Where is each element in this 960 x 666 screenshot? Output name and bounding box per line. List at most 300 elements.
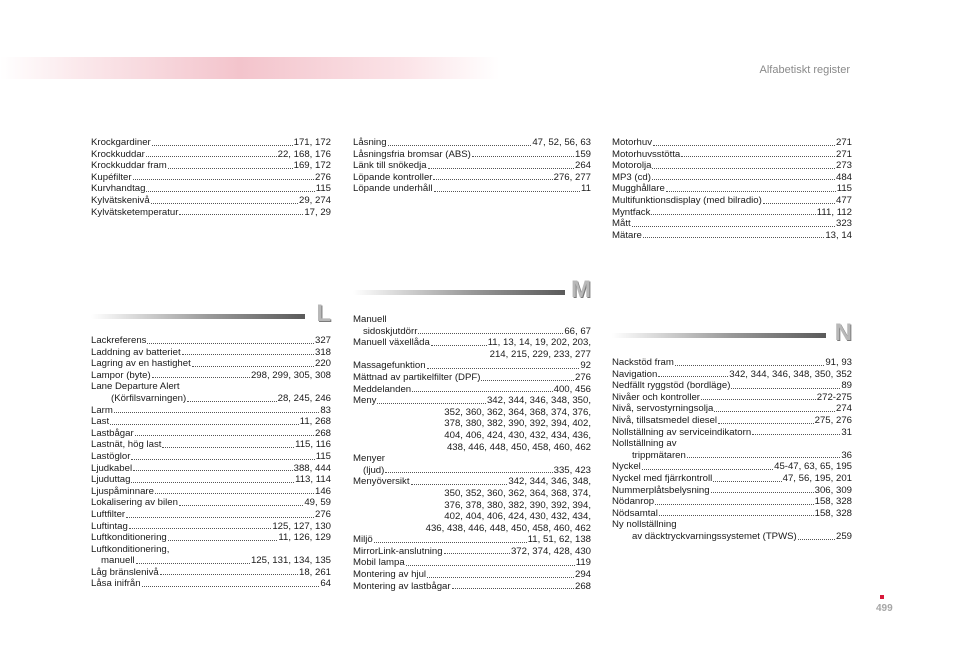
index-pages: 158, 328 [814, 496, 852, 508]
index-pages: 111, 112 [816, 206, 852, 218]
dot-leader [411, 484, 508, 485]
index-entry [612, 172, 852, 184]
index-pages: 171, 172 [293, 137, 331, 148]
index-pages: 115 [315, 450, 331, 462]
dot-leader [687, 457, 840, 458]
index-term: Larm [91, 404, 113, 416]
dot-leader [666, 191, 836, 192]
index-term: Kylvätskenivå [91, 194, 150, 206]
index-entry [91, 335, 331, 347]
index-term: Motorolja [612, 160, 652, 172]
index-pages: 484 [835, 171, 852, 183]
index-term: Meddelanden [353, 383, 412, 395]
index-pages: 342, 344, 346, 348, 350, 352 [729, 368, 852, 380]
index-term: Mobil lampa [353, 557, 405, 569]
section-letter-l: L [316, 300, 331, 327]
index-term: Ljuspåminnare [91, 485, 154, 497]
index-term: Luftfilter [91, 508, 126, 520]
dot-leader [433, 179, 552, 180]
index-term: Nödanrop [612, 496, 655, 508]
dot-leader [385, 472, 552, 473]
index-pages: 388, 444 [293, 462, 331, 474]
index-entry [353, 465, 591, 477]
dot-leader [481, 380, 574, 381]
index-entry [91, 172, 331, 184]
index-pages: 47, 56, 195, 201 [782, 472, 852, 484]
dot-leader [131, 482, 294, 483]
index-pages: 11, 51, 62, 138 [527, 534, 591, 546]
dot-leader [187, 401, 276, 402]
index-term: Lastöglor [91, 450, 131, 462]
m-entries-list [353, 314, 591, 592]
index-pages: 271 [835, 148, 852, 160]
index-entry [91, 439, 331, 451]
index-entry [91, 416, 331, 428]
index-term: Mätare [612, 229, 642, 241]
index-entry [353, 326, 591, 338]
dot-leader [652, 179, 835, 180]
index-pages: 66, 67 [564, 325, 591, 337]
index-entry [612, 508, 852, 520]
index-term: Laddning av batteriet [91, 346, 181, 358]
index-entry [353, 372, 591, 384]
index-pages: 28, 245, 246 [277, 392, 331, 404]
index-pages: 36 [841, 449, 852, 461]
index-entry [612, 427, 852, 439]
dot-leader [418, 333, 563, 334]
index-term: Luftkonditionering [91, 532, 167, 544]
index-entry [91, 393, 331, 405]
index-pages: 125, 127, 130 [272, 520, 331, 532]
index-term: Ljudkabel [91, 462, 133, 474]
index-entry [353, 581, 591, 593]
page-number: 499 [876, 603, 893, 614]
index-pages: 342, 344, 346, 348, [508, 476, 591, 488]
l-entries-list [91, 335, 331, 590]
index-term: Ljuduttag [91, 474, 131, 486]
dot-leader [192, 366, 314, 367]
index-pages: 11, 126, 129 [278, 532, 331, 544]
index-term: Nivå, tillsatsmedel diesel [612, 414, 718, 426]
section-divider-bar [353, 290, 565, 295]
dot-leader [714, 411, 835, 412]
index-pages: 264 [574, 160, 591, 172]
index-entry [612, 392, 852, 404]
index-entry [353, 476, 591, 488]
index-pages: 259 [835, 530, 852, 542]
index-entry [91, 509, 331, 521]
n-entries-list [612, 357, 852, 543]
dot-leader [643, 237, 824, 238]
index-pages: 17, 29 [304, 206, 331, 218]
index-term: Lagring av en hastighet [91, 358, 191, 370]
index-heading-term: Luftkonditionering, [91, 543, 170, 555]
index-entry [612, 160, 852, 172]
dot-leader [718, 423, 814, 424]
index-entry [91, 428, 331, 440]
page-marker [880, 595, 884, 599]
section-divider-n [612, 319, 852, 346]
dot-leader [179, 505, 303, 506]
index-pages: 294 [574, 569, 591, 581]
index-term: Montering av lastbågar [353, 580, 451, 592]
index-heading-term: Menyer [353, 453, 385, 465]
index-entry [612, 207, 852, 219]
index-entry [91, 160, 331, 172]
index-pages: 271 [835, 137, 852, 148]
dot-leader [133, 179, 314, 180]
index-entry [612, 380, 852, 392]
index-entry [612, 195, 852, 207]
dot-leader [182, 354, 314, 355]
dot-leader [406, 565, 575, 566]
index-term: manuell [101, 555, 135, 567]
index-pages: 477 [835, 194, 852, 206]
index-pages: 146 [314, 485, 331, 497]
index-entry [612, 137, 852, 149]
index-pages: 327 [314, 335, 331, 346]
dot-leader [651, 214, 815, 215]
index-heading-term: Nollställning av [612, 438, 677, 450]
dot-leader [798, 539, 835, 540]
index-term: Multifunktionsdisplay (med bilradio) [612, 194, 762, 206]
index-page-continuation: 402, 404, 406, 424, 430, 432, 434, [444, 511, 591, 523]
index-page-continuation: 350, 352, 360, 362, 364, 368, 374, [444, 487, 591, 499]
index-pages: 11, 13, 14, 19, 202, 203, [487, 337, 591, 349]
dot-leader [431, 345, 487, 346]
index-term: Löpande underhåll [353, 183, 433, 195]
dot-leader [642, 469, 773, 470]
index-term: Låsning [353, 137, 387, 148]
index-term: Mugghållare [612, 183, 665, 195]
index-term: Krockkuddar fram [91, 160, 167, 172]
index-entry [612, 485, 852, 497]
index-pages: 342, 344, 346, 348, 350, [486, 395, 591, 407]
dot-leader [146, 191, 314, 192]
index-pages: 306, 309 [814, 484, 852, 496]
index-entry [612, 461, 852, 473]
dot-leader [434, 191, 581, 192]
index-pages: 18, 261 [298, 566, 331, 578]
index-term: Löpande kontroller [353, 171, 433, 183]
index-entry [91, 555, 331, 567]
index-term: Miljö [353, 534, 373, 546]
index-pages: 83 [320, 404, 331, 416]
index-entry [91, 370, 331, 382]
index-entry [91, 347, 331, 359]
index-term: Nummerplåtsbelysning [612, 484, 710, 496]
index-entry [612, 496, 852, 508]
index-pages: 275, 276 [814, 414, 852, 426]
index-entry [91, 183, 331, 195]
index-entry [91, 486, 331, 498]
dot-leader [675, 365, 824, 366]
index-pages: 64 [320, 578, 331, 590]
dot-leader [713, 481, 781, 482]
dot-leader [160, 574, 298, 575]
index-term: Kupéfilter [91, 171, 132, 183]
m2-entries-list [612, 137, 852, 241]
dot-leader [114, 412, 319, 413]
index-term: Nollställning av serviceindikatorn [612, 426, 752, 438]
index-entry [353, 395, 591, 407]
index-entry [353, 160, 591, 172]
index-term: Kylvätsketemperatur [91, 206, 179, 218]
index-pages: 11, 268 [299, 416, 331, 428]
index-term: Nyckel med fjärrkontroll [612, 472, 713, 484]
index-pages: 31 [841, 426, 852, 438]
index-term: Motorhuvsstötta [612, 148, 681, 160]
index-term: av däcktryckvarningssystemet (TPWS) [632, 530, 797, 542]
index-entry [612, 183, 852, 195]
dot-leader [472, 156, 574, 157]
dot-leader [146, 156, 277, 157]
index-page-continuation: 214, 215, 229, 233, 277 [489, 348, 591, 360]
dot-leader [151, 203, 298, 204]
index-pages: 276 [314, 171, 331, 183]
index-term: Mått [612, 218, 631, 230]
dot-leader [142, 586, 320, 587]
index-pages: 318 [314, 346, 331, 358]
index-pages: 22, 168, 176 [277, 148, 331, 160]
index-pages: 323 [835, 218, 852, 230]
index-pages: 115, 116 [295, 439, 331, 451]
index-term: Låsningsfria bromsar (ABS) [353, 148, 471, 160]
index-pages: 47, 52, 56, 63 [532, 137, 591, 148]
index-entry [612, 403, 852, 415]
dot-leader [444, 553, 510, 554]
index-term: Nivå, servostyrningsolja [612, 403, 714, 415]
index-pages: 49, 59 [304, 497, 331, 509]
index-entry [353, 384, 591, 396]
index-heading-term: Ny nollställning [612, 519, 677, 531]
index-page-continuation: 436, 438, 446, 448, 450, 458, 460, 462 [425, 522, 591, 534]
index-term: Krockgardiner [91, 137, 151, 148]
index-term: Meny [353, 395, 377, 407]
index-entry [353, 337, 591, 349]
section-divider-bar [91, 314, 305, 319]
index-entry [91, 149, 331, 161]
index-term: Last [91, 416, 110, 428]
index-entry [353, 534, 591, 546]
index-term: Montering av hjul [353, 569, 427, 581]
index-pages: 298, 299, 305, 308 [250, 369, 331, 381]
index-entry [91, 405, 331, 417]
index-entry [353, 172, 591, 184]
index-entry [91, 497, 331, 509]
index-term: Nedfällt ryggstöd (bordläge) [612, 380, 731, 392]
index-pages: 274 [835, 403, 852, 415]
index-term: (ljud) [363, 464, 385, 476]
index-entry [91, 532, 331, 544]
dot-leader [711, 492, 814, 493]
dot-leader [168, 168, 293, 169]
section-divider-m [353, 276, 591, 303]
index-pages: 29, 274 [298, 194, 331, 206]
index-pages: 276 [314, 508, 331, 520]
index-term: MP3 (cd) [612, 171, 651, 183]
dot-leader [374, 542, 527, 543]
index-term: Motorhuv [612, 137, 652, 148]
section-letter-m: M [571, 276, 591, 303]
index-entry [91, 137, 331, 149]
section-letter-n: N [834, 319, 852, 346]
dot-leader [731, 388, 840, 389]
dot-leader [763, 203, 835, 204]
index-pages: 119 [575, 557, 591, 569]
index-pages: 276 [574, 371, 591, 383]
dot-leader [655, 504, 814, 505]
header-title: Alfabetiskt register [759, 64, 850, 76]
index-pages: 11 [581, 183, 591, 195]
index-pages: 91, 93 [825, 357, 852, 368]
dot-leader [179, 214, 303, 215]
index-entry [612, 415, 852, 427]
index-entry [612, 369, 852, 381]
index-entry [91, 207, 331, 219]
dot-leader [162, 447, 294, 448]
index-term: Mättnad av partikelfilter (DPF) [353, 371, 481, 383]
index-pages: 158, 328 [814, 507, 852, 519]
dot-leader [135, 435, 314, 436]
index-pages: 89 [841, 380, 852, 392]
index-entry [353, 546, 591, 558]
index-term: Kurvhandtag [91, 183, 146, 195]
dot-leader [428, 168, 574, 169]
dot-leader [147, 343, 314, 344]
dot-leader [412, 391, 552, 392]
dot-leader [133, 470, 293, 471]
index-page-continuation: 376, 378, 380, 382, 390, 392, 394, [444, 499, 591, 511]
index-term: Manuell växellåda [353, 337, 430, 349]
index-term: MirrorLink-anslutning [353, 545, 443, 557]
index-pages: 400, 456 [553, 383, 591, 395]
index-entry [91, 451, 331, 463]
index-term: trippmätaren [632, 449, 686, 461]
index-page-continuation: 352, 360, 362, 364, 368, 374, 376, [444, 406, 591, 418]
index-term: (Körfilsvarningen) [111, 392, 187, 404]
index-entry [91, 463, 331, 475]
index-term: Nödsamtal [612, 507, 658, 519]
index-pages: 113, 114 [295, 474, 331, 486]
index-entry [612, 149, 852, 161]
index-pages: 272-275 [816, 391, 852, 403]
index-heading-term: Lane Departure Alert [91, 381, 180, 393]
dot-leader [652, 168, 835, 169]
dot-leader [129, 528, 272, 529]
dot-leader [131, 459, 314, 460]
index-pages: 220 [314, 358, 331, 370]
dot-leader [155, 493, 314, 494]
index-term: Låsa inifrån [91, 578, 141, 590]
dot-leader [632, 226, 835, 227]
dot-leader [126, 517, 314, 518]
section-divider-bar [612, 333, 826, 338]
index-pages: 335, 423 [553, 464, 591, 476]
index-term: Nivåer och kontroller [612, 391, 700, 403]
index-term: Låg bränslenivå [91, 566, 159, 578]
index-term: Navigation [612, 368, 658, 380]
index-term: Länk till snökedja [353, 160, 427, 172]
index-term: Nackstöd fram [612, 357, 674, 368]
index-entry [353, 569, 591, 581]
index-entry [353, 557, 591, 569]
dot-leader [701, 399, 816, 400]
index-entry [612, 450, 852, 462]
index-term: Lastnät, hög last [91, 439, 162, 451]
dot-leader [659, 515, 814, 516]
index-entry [612, 473, 852, 485]
index-page-continuation: 438, 446, 448, 450, 458, 460, 462 [446, 441, 591, 453]
index-term: Lokalisering av bilen [91, 497, 178, 509]
dot-leader [681, 156, 835, 157]
index-pages: 273 [835, 160, 852, 172]
index-entry [91, 358, 331, 370]
index-entry [91, 195, 331, 207]
index-entry [353, 149, 591, 161]
l2-entries-list [353, 137, 591, 195]
index-entry [91, 474, 331, 486]
index-term: Nyckel [612, 461, 641, 473]
dot-leader [427, 577, 574, 578]
index-pages: 268 [314, 427, 331, 439]
index-page-continuation: 378, 380, 382, 390, 392, 394, 402, [444, 418, 591, 430]
index-pages: 92 [580, 360, 591, 372]
index-entry [353, 360, 591, 372]
index-entry [612, 531, 852, 543]
index-term: Krockkuddar [91, 148, 145, 160]
dot-leader [752, 434, 840, 435]
index-term: Lastbågar [91, 427, 134, 439]
index-term: Luftintag [91, 520, 128, 532]
index-pages: 13, 14 [825, 229, 852, 241]
index-term: sidoskjutdörr [363, 325, 418, 337]
index-pages: 159 [574, 148, 591, 160]
dot-leader [168, 540, 278, 541]
index-heading-term: Manuell [353, 314, 387, 325]
index-pages: 169, 172 [293, 160, 331, 172]
index-pages: 372, 374, 428, 430 [510, 545, 591, 557]
index-pages: 268 [574, 580, 591, 592]
index-pages: 115 [315, 183, 331, 195]
k-entries-list [91, 137, 331, 218]
dot-leader [388, 145, 532, 146]
dot-leader [152, 145, 293, 146]
index-entry [353, 137, 591, 149]
index-term: Lackreferens [91, 335, 147, 346]
dot-leader [452, 588, 574, 589]
dot-leader [136, 563, 250, 564]
index-entry [353, 183, 591, 195]
dot-leader [110, 424, 299, 425]
dot-leader [658, 376, 728, 377]
dot-leader [427, 368, 580, 369]
dot-leader [653, 145, 835, 146]
index-term: Menyöversikt [353, 476, 410, 488]
index-entry [612, 230, 852, 242]
dot-leader [152, 377, 250, 378]
index-term: Lampor (byte) [91, 369, 151, 381]
index-term: Massagefunktion [353, 360, 426, 372]
index-entry [91, 567, 331, 579]
section-divider-l [91, 300, 331, 327]
index-entry [91, 521, 331, 533]
index-term: Myntfack [612, 206, 651, 218]
index-pages: 115 [836, 183, 852, 195]
index-pages: 276, 277 [553, 171, 591, 183]
dot-leader [377, 403, 486, 404]
index-entry [612, 357, 852, 369]
